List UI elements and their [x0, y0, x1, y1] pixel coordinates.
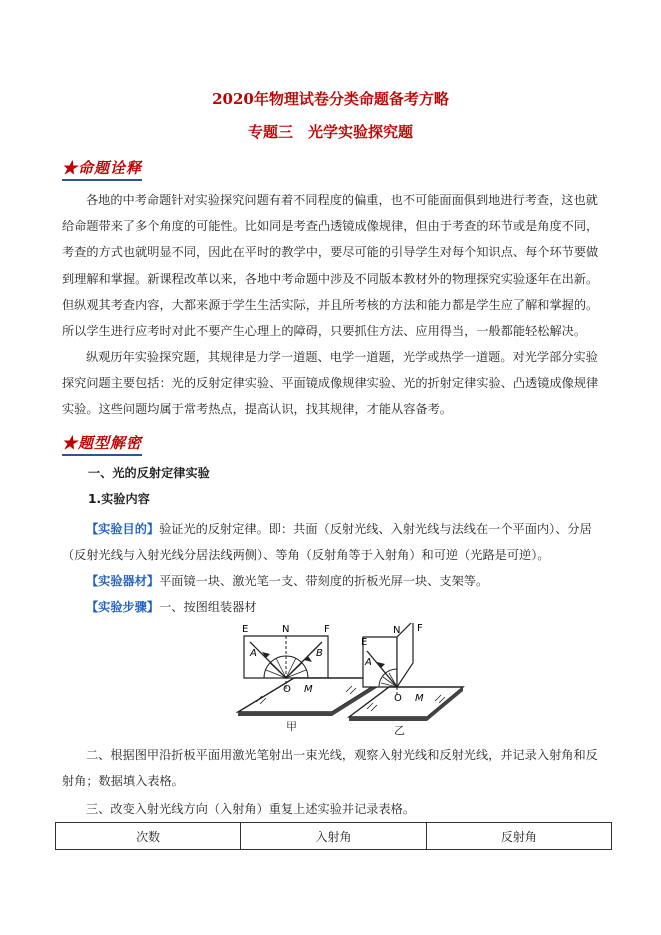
paragraph-intro-1: 各地的中考命题针对实验探究问题有着不同程度的偏重，也不可能面面俱到地进行考查，这也就给命题带来了多个角度的可能性。比如同是考查凸透镜成像规律，但由于考查的环节或是角度不同，考查的方式也就明显不同，因此在平时的教学中，要尽可能的引导学生对每个知识点、每个环节要做到理解和掌握。新课程改革以来，各地中考命题中涉及不同版本教材外的物理探究实验逐年在出新。但纵观其考查内容，大都来源于学生生活实际，并且所考核的方法和能力都是学生应了解和掌握的。所以学生进行应考时对此不要产生心理上的障碍，只要抓住方法、应用得当，一般都能轻松解决。: [62, 193, 599, 339]
step2-text: 二、根据图甲沿折板平面用激光笔射出一束光线，观察入射光线和反射光线，并记录入射角和反射角；数据填入表格。: [62, 748, 598, 789]
label-n-left: N: [282, 624, 290, 635]
step3-text: 三、改变入射光线方向（入射角）重复上述实验并记录表格。: [86, 802, 416, 816]
table-header-count: 次数: [56, 823, 241, 850]
document-title: 2020年物理试卷分类命题备考方略: [212, 90, 449, 108]
step1-text: 一、按图组装器材: [159, 600, 257, 614]
equipment-tag: 【实验器材】: [86, 574, 160, 588]
label-m-right: M: [415, 693, 424, 704]
document-subtitle: 专题三 光学实验探究题: [247, 123, 413, 141]
reflection-diagram-yi: [343, 623, 469, 735]
label-o-right: O: [394, 693, 402, 704]
experiment-equipment: [62, 568, 610, 594]
figure-label-jia: 甲: [286, 720, 297, 733]
figure-label-yi: 乙: [394, 724, 405, 737]
label-m-left: M: [304, 684, 313, 695]
label-f-left: F: [324, 624, 330, 635]
equipment-text: 平面镜一块、激光笔一支、带刻度的折板光屏一块、支架等。: [159, 574, 489, 588]
table-header-reflection-angle: 反射角: [426, 823, 611, 850]
label-a-right: A: [365, 657, 372, 668]
label-o-left: O: [283, 684, 291, 695]
label-b-left: B: [316, 648, 323, 659]
paragraph-intro-2: 纵观历年实验探究题，其规律是力学一道题、电学一道题，光学或热学一道题。对光学部分实验探究问题主要包括：光的反射定律实验、平面镜成像规律实验、光的折射定律实验、凸透镜成像规律实验。这些问题均属于常考热点，提高认识，找其规律，才能从容备考。: [62, 350, 599, 417]
experiment-steps: [62, 594, 610, 620]
label-f-right: F: [417, 623, 423, 634]
section-heading-analysis: ★题型解密: [62, 432, 142, 456]
label-e-left: E: [242, 624, 249, 635]
steps-tag: 【实验步骤】: [86, 600, 160, 614]
subsubsection-title: 1.实验内容: [88, 492, 150, 506]
table-header-row: [56, 823, 612, 850]
label-a-left: A: [250, 648, 257, 659]
table-header-incidence-angle: 入射角: [241, 823, 426, 850]
label-e-right: E: [361, 637, 368, 648]
label-n-right: N: [393, 625, 401, 636]
data-table: [55, 822, 612, 850]
experiment-purpose: [62, 516, 610, 568]
purpose-tag: 【实验目的】: [86, 522, 160, 536]
subsection-title: 一、光的反射定律实验: [88, 466, 210, 480]
purpose-text: 验证光的反射定律。即：共面（反射光线、入射光线与法线在一个平面内）、分居（反射光线与入射光线分居法线两侧）、等角（反射角等于入射角）和可逆（光路是可逆）。: [62, 522, 592, 563]
section-heading-interpretation: ★命题诠释: [62, 157, 142, 181]
